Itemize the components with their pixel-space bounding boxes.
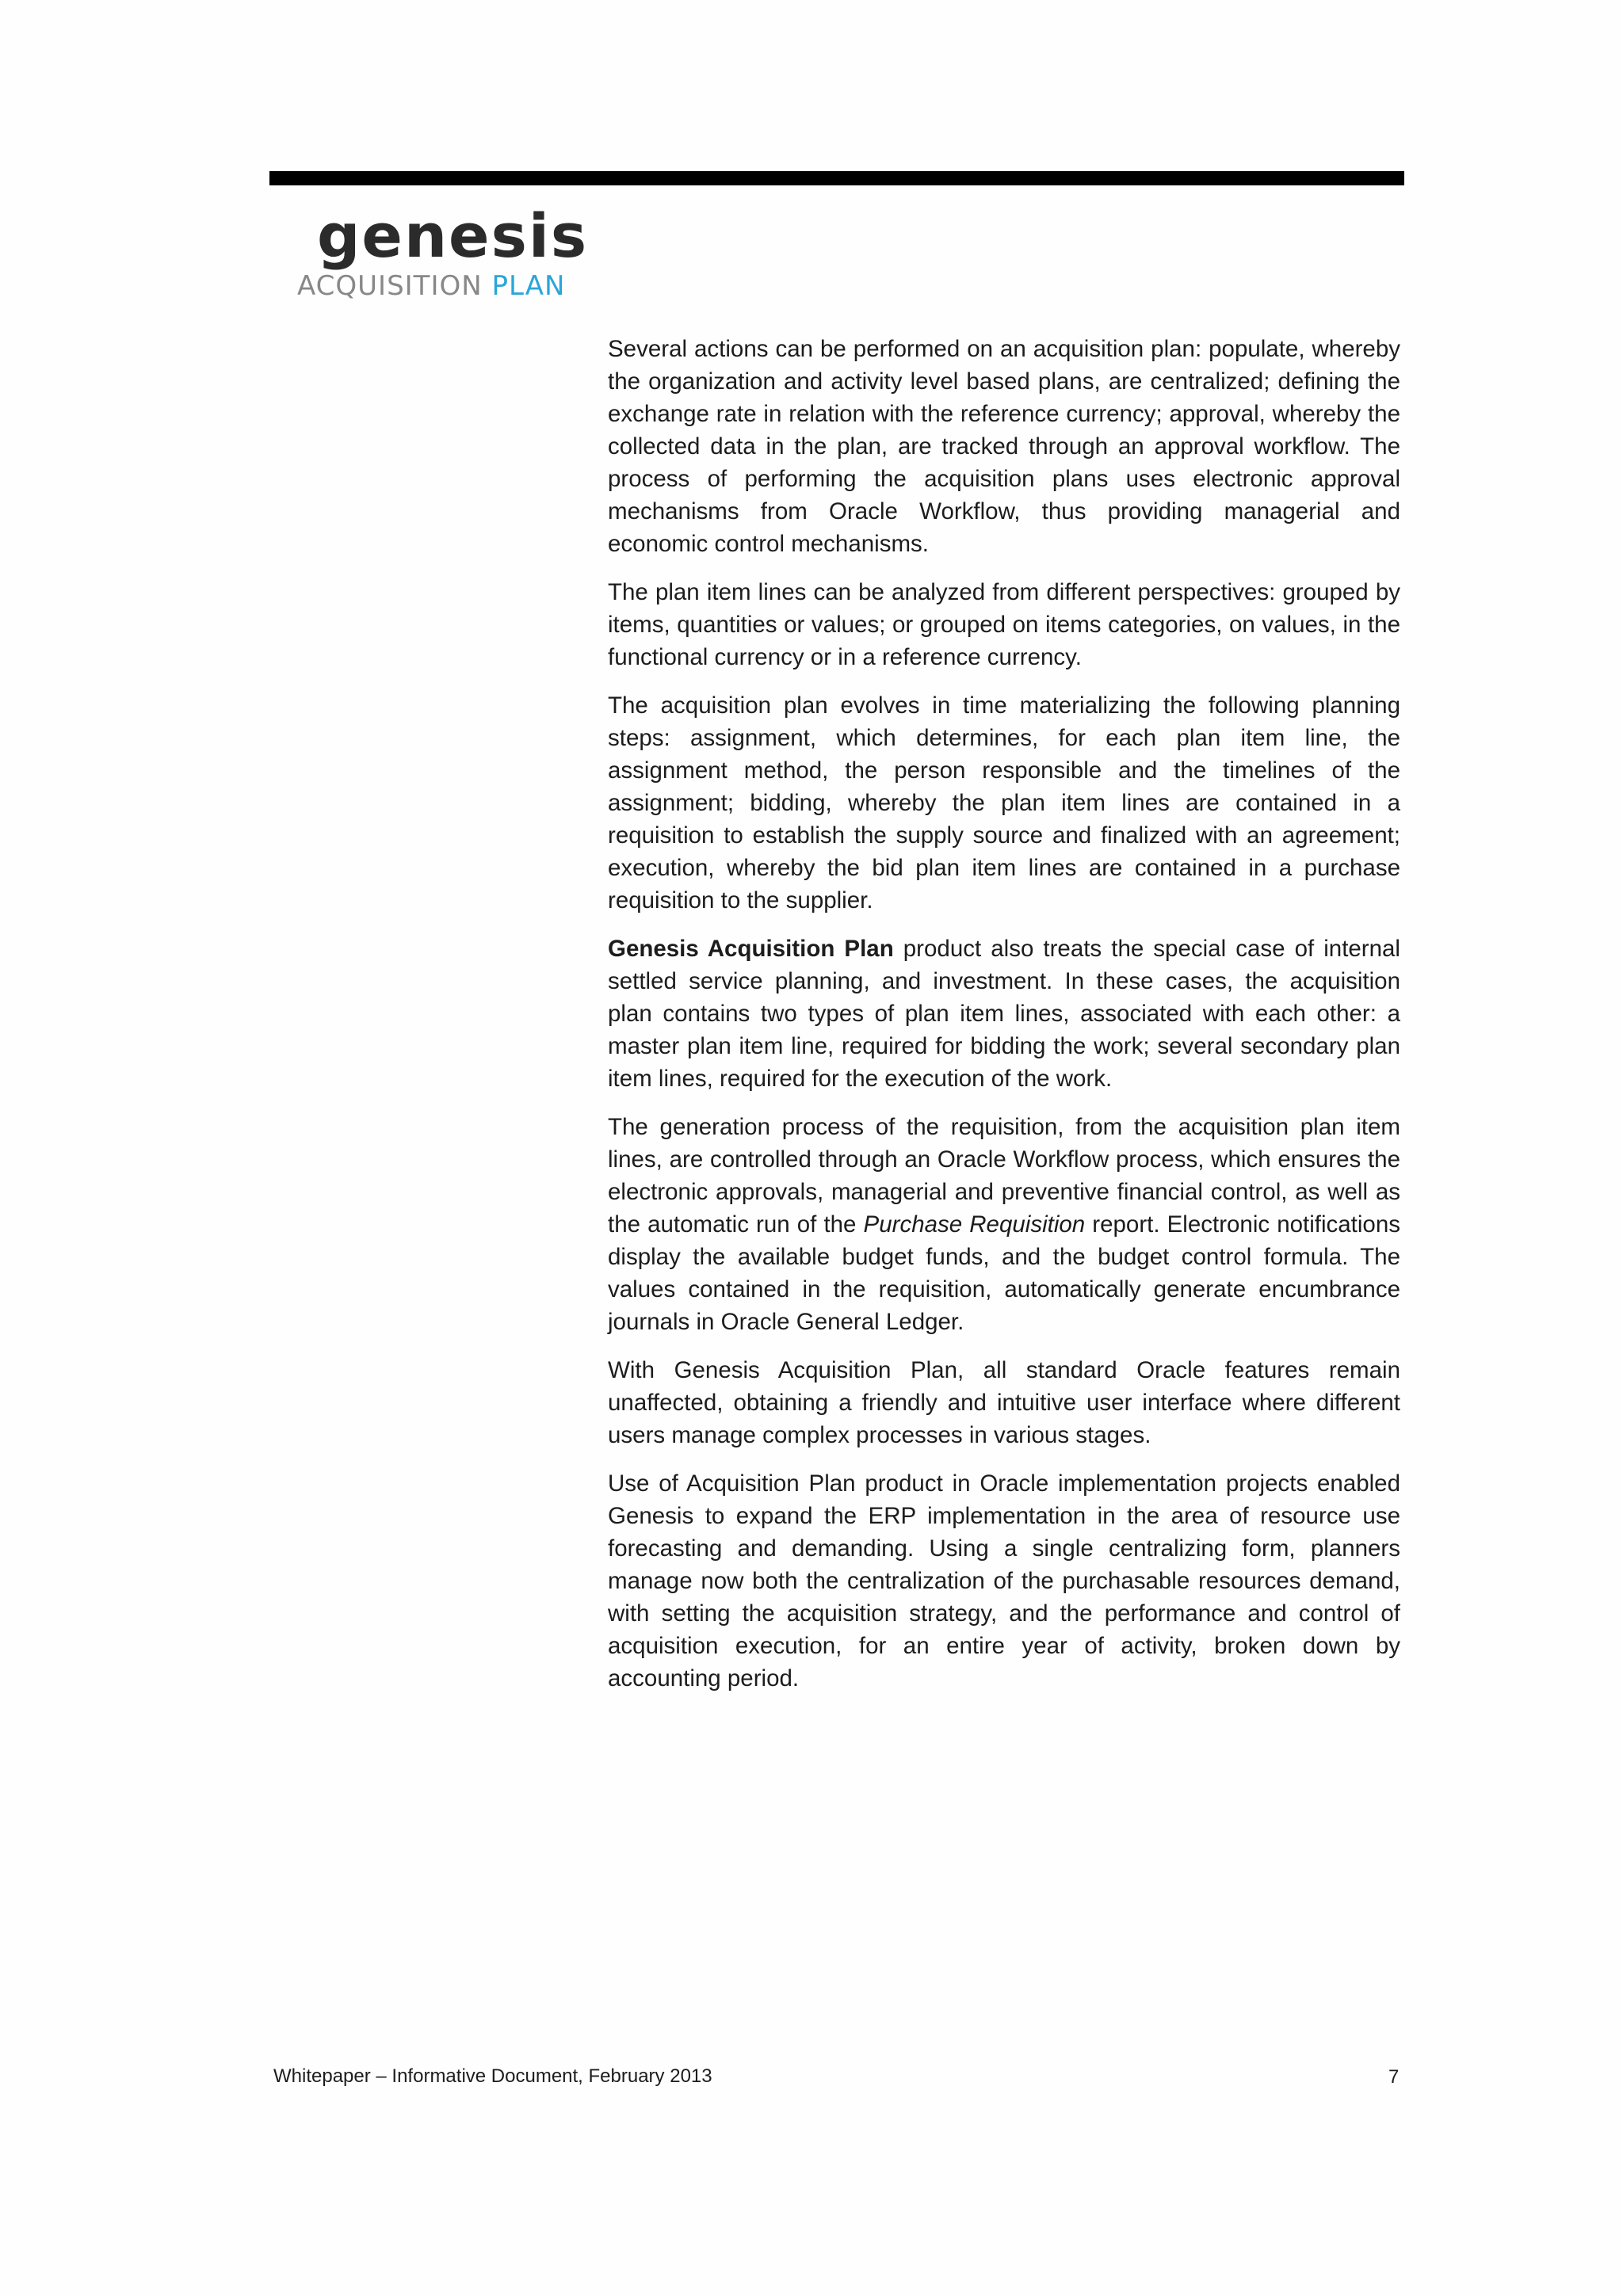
paragraph-1: Several actions can be performed on an acquisition plan: populate, whereby the organization and activity level based plans, are centralized; defining the exchange rate in relation with the reference currency; approval, whereby the collected data in the plan, are tracked through an approval workflow. The process of performing the acquisition plans uses electronic approval mechanisms from Oracle Workflow, thus providing managerial and economic control mechanisms. — [608, 336, 1400, 557]
genesis-logo — [297, 200, 589, 309]
paragraph-4-text: product also treats the special case of internal settled service planning, and investment. In these cases, the acquisition plan contains two types of plan item lines, associated with each other: a master plan item line, required for bidding the work; several secondary plan item lines, required for the execution of the work. — [608, 936, 1400, 1092]
footer-page-number: 7 — [1388, 2066, 1400, 2088]
paragraph-5-text-b: report. Electronic notifications display the available budget funds, and the budget control formula. The values contained in the requisition, automatically generate encumbrance journals in Oracle General Ledger. — [608, 1211, 1400, 1335]
paragraph-4 — [608, 933, 1400, 1095]
body-text — [608, 333, 1400, 1711]
paragraph-5-text-a: The generation process of the requisition, from the acquisition plan item lines, are controlled through an Oracle Workflow process, which ensures the electronic approvals, managerial and preventive financial control, as well as the automatic run of the — [608, 1114, 1400, 1238]
paragraph-2: The plan item lines can be analyzed from different perspectives: grouped by items, quantities or values; or grouped on items categories, on values, in the functional currency or in a reference currency. — [608, 579, 1400, 670]
logo-wordmark: genesis — [317, 200, 589, 271]
header-rule — [269, 171, 1404, 185]
paragraph-5 — [608, 1111, 1400, 1338]
product-name-bold: Genesis Acquisition Plan — [608, 936, 894, 962]
logo-subtitle-plan: PLAN — [491, 270, 566, 302]
report-name-italic: Purchase Requisition — [863, 1211, 1086, 1238]
paragraph-7: Use of Acquisition Plan product in Oracle implementation projects enabled Genesis to expand the ERP implementation in the area of resource use forecasting and demanding. Using a single centralizing form, planners manage now both the centralization of the purchasable resources demand, with setting the acquisition strategy, and the performance and control of acquisition execution, for an entire year of activity, broken down by accounting period. — [608, 1470, 1400, 1691]
footer-document-title: Whitepaper – Informative Document, February 2013 — [273, 2065, 712, 2087]
logo-subtitle — [297, 270, 566, 302]
paragraph-6: With Genesis Acquisition Plan, all standard Oracle features remain unaffected, obtaining a friendly and intuitive user interface where different users manage complex processes in various stages. — [608, 1357, 1400, 1448]
paragraph-3: The acquisition plan evolves in time materializing the following planning steps: assignment, which determines, for each plan item line, the assignment method, the person responsible and the timelines of the assignment; bidding, whereby the plan item lines are contained in a requisition to establish the supply source and finalized with an agreement; execution, whereby the bid plan item lines are contained in a purchase requisition to the supplier. — [608, 692, 1400, 913]
logo-subtitle-acquisition: ACQUISITION — [297, 270, 483, 302]
